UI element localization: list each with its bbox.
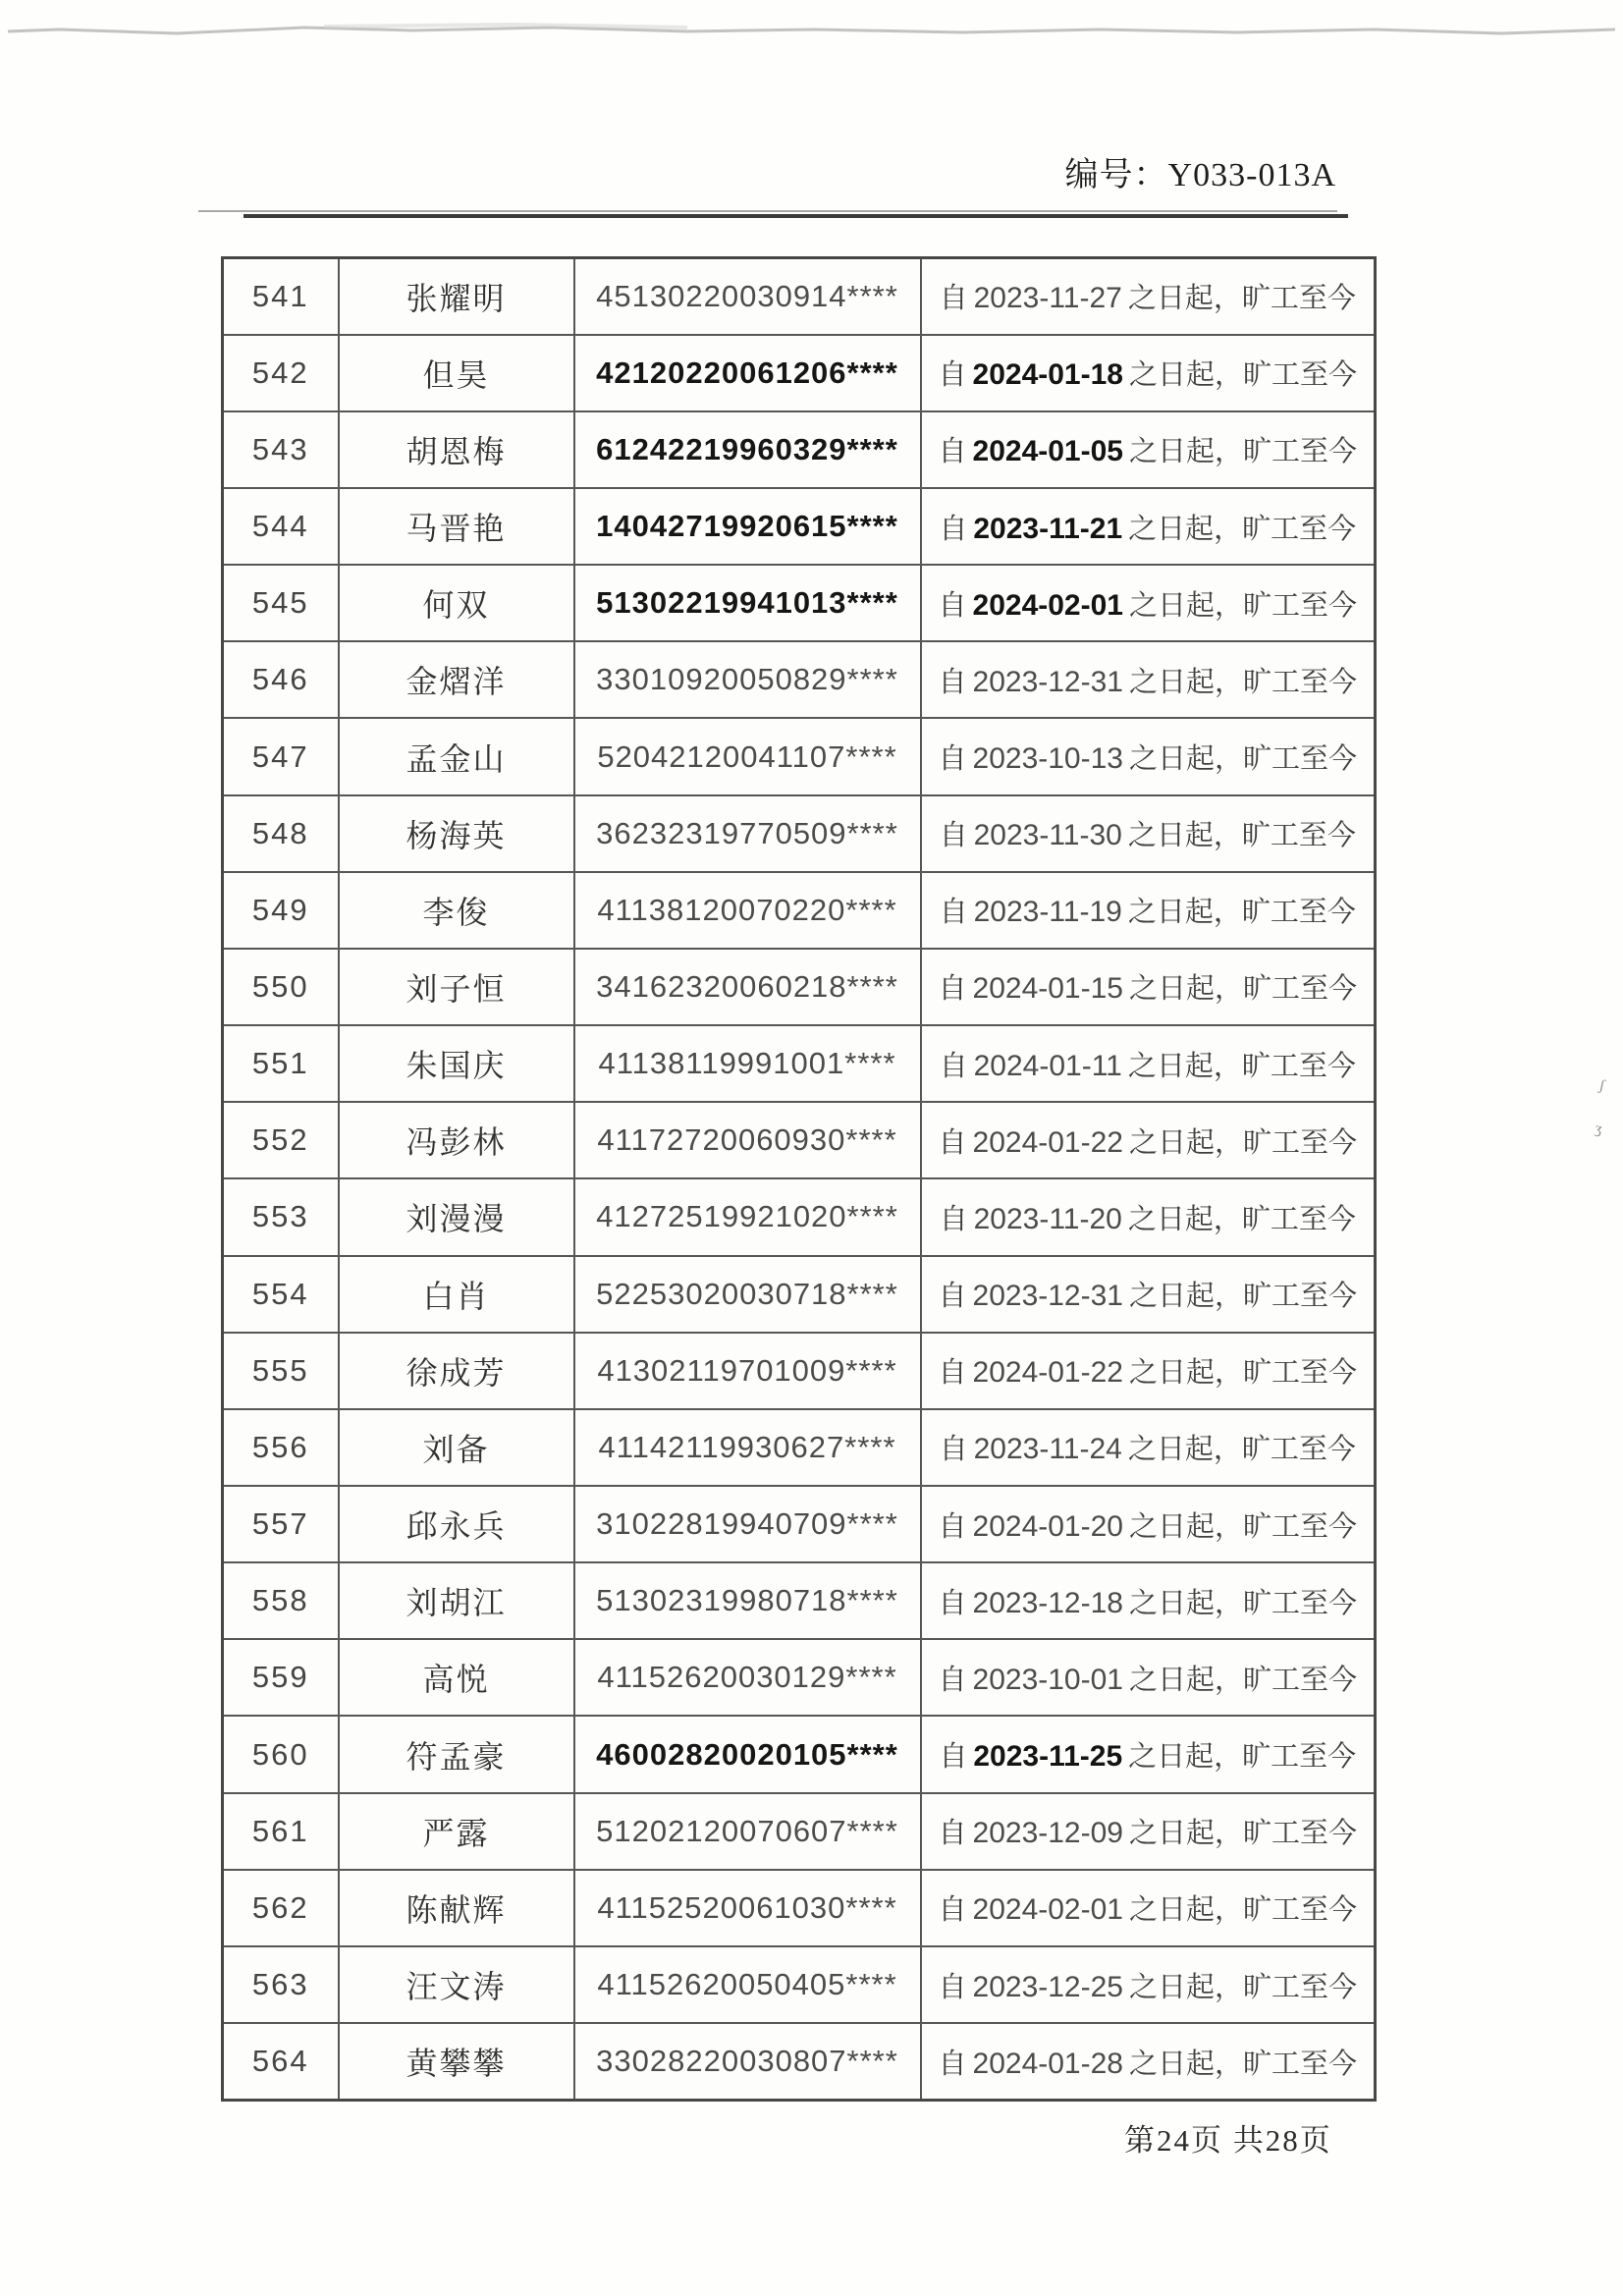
person-name: 白肖: [339, 1256, 574, 1333]
person-name: 杨海英: [339, 795, 574, 872]
date-prefix: 自: [938, 1281, 967, 1313]
person-name: 何双: [339, 565, 574, 641]
ink-speck: ᶾ: [1592, 1117, 1604, 1147]
id-number-masked: 41302119701009****: [574, 1333, 921, 1409]
date-suffix: 之日起，旷工至今: [1127, 283, 1356, 315]
row-number: 543: [223, 411, 339, 488]
table-row: [223, 641, 1376, 718]
id-number-masked: 42120220061206****: [574, 335, 921, 411]
table-row: [223, 1870, 1376, 1946]
absence-statement: [921, 1793, 1376, 1870]
person-name: 陈献辉: [339, 1870, 574, 1946]
absence-statement: [921, 718, 1376, 794]
date-prefix: 自: [939, 1434, 968, 1466]
date-prefix: 自: [938, 1587, 967, 1619]
absence-statement: [921, 258, 1376, 335]
row-number: 562: [223, 1870, 339, 1946]
absence-statement: [921, 488, 1376, 565]
person-name: 高悦: [339, 1639, 574, 1716]
date-prefix: 自: [938, 2048, 967, 2080]
table-row: [223, 2023, 1376, 2100]
absence-statement: [921, 1333, 1376, 1409]
absence-start-date: 2024-01-18: [972, 358, 1123, 392]
id-number-masked: 34162320060218****: [574, 949, 921, 1025]
row-number: 560: [223, 1716, 339, 1792]
row-number: 541: [223, 258, 339, 335]
absence-statement: [921, 1946, 1376, 2023]
absence-start-date: 2024-02-01: [972, 588, 1123, 622]
absence-statement: [921, 2023, 1376, 2100]
id-number-masked: 41138120070220****: [574, 872, 921, 949]
id-number-masked: 14042719920615****: [574, 488, 921, 565]
absence-statement: [921, 565, 1376, 641]
date-suffix: 之日起，旷工至今: [1128, 2048, 1357, 2080]
table-row: [223, 488, 1376, 565]
date-suffix: 之日起，旷工至今: [1128, 589, 1357, 622]
date-prefix: 自: [939, 820, 968, 852]
table-row: [223, 1946, 1376, 2023]
date-suffix: 之日起，旷工至今: [1127, 1203, 1356, 1235]
id-number-masked: 41138119991001****: [574, 1025, 921, 1102]
table-row: [223, 411, 1376, 488]
header-rule-thick: [243, 214, 1348, 218]
date-suffix: 之日起，旷工至今: [1127, 897, 1356, 929]
date-prefix: 自: [939, 1203, 968, 1235]
date-prefix: 自: [938, 1818, 967, 1850]
table-row: [223, 718, 1376, 794]
table-row: [223, 1256, 1376, 1333]
person-name: 但昊: [339, 335, 574, 411]
date-suffix: 之日起，旷工至今: [1127, 820, 1356, 852]
date-suffix: 之日起，旷工至今: [1128, 359, 1357, 392]
row-number: 561: [223, 1793, 339, 1870]
table-row: [223, 949, 1376, 1025]
person-name: 孟金山: [339, 718, 574, 794]
person-name: 张耀明: [339, 258, 574, 335]
date-prefix: 自: [938, 666, 967, 698]
date-prefix: 自: [938, 1126, 967, 1159]
date-suffix: 之日起，旷工至今: [1128, 1126, 1357, 1159]
absence-statement: [921, 872, 1376, 949]
absence-start-date: 2024-02-01: [972, 1893, 1123, 1927]
person-name: 刘胡江: [339, 1562, 574, 1639]
id-number-masked: 52253020030718****: [574, 1256, 921, 1333]
absence-start-date: 2023-11-30: [973, 819, 1122, 852]
row-number: 548: [223, 795, 339, 872]
id-number-masked: 41152620030129****: [574, 1639, 921, 1716]
absence-start-date: 2023-11-19: [973, 896, 1122, 929]
date-prefix: 自: [938, 1510, 967, 1543]
date-prefix: 自: [938, 359, 967, 392]
absence-start-date: 2023-12-25: [972, 1970, 1123, 2003]
date-suffix: 之日起，旷工至今: [1128, 1281, 1357, 1313]
row-number: 550: [223, 949, 339, 1025]
date-prefix: 自: [938, 743, 967, 776]
absence-statement: [921, 1562, 1376, 1639]
absence-start-date: 2023-11-20: [973, 1202, 1122, 1235]
date-suffix: 之日起，旷工至今: [1128, 1894, 1357, 1927]
date-prefix: 自: [939, 513, 968, 545]
header-rule-thin: [198, 210, 1337, 212]
absence-start-date: 2023-12-31: [972, 1280, 1123, 1313]
absence-statement: [921, 335, 1376, 411]
absence-statement: [921, 949, 1376, 1025]
absence-statement: [921, 1409, 1376, 1486]
id-number-masked: 45130220030914****: [574, 258, 921, 335]
absence-statement: [921, 1486, 1376, 1562]
absence-statement: [921, 795, 1376, 872]
date-prefix: 自: [938, 1894, 967, 1927]
row-number: 559: [223, 1639, 339, 1716]
table-row: [223, 1025, 1376, 1102]
date-suffix: 之日起，旷工至今: [1127, 1050, 1356, 1082]
person-name: 马晋艳: [339, 488, 574, 565]
id-number-masked: 36232319770509****: [574, 795, 921, 872]
table-row: [223, 1102, 1376, 1178]
id-number-masked: 61242219960329****: [574, 411, 921, 488]
person-name: 李俊: [339, 872, 574, 949]
id-number-masked: 33010920050829****: [574, 641, 921, 718]
id-number-masked: 51302319980718****: [574, 1562, 921, 1639]
id-number-masked: 41272519921020****: [574, 1178, 921, 1255]
absence-statement: [921, 1025, 1376, 1102]
person-name: 刘备: [339, 1409, 574, 1486]
person-name: 刘漫漫: [339, 1178, 574, 1255]
table-row: [223, 1793, 1376, 1870]
absence-statement: [921, 1256, 1376, 1333]
date-prefix: 自: [939, 1050, 968, 1082]
person-name: 黄攀攀: [339, 2023, 574, 2100]
absence-start-date: 2024-01-28: [972, 2047, 1123, 2080]
absence-start-date: 2023-12-18: [972, 1586, 1123, 1619]
date-suffix: 之日起，旷工至今: [1128, 1664, 1357, 1696]
person-name: 邱永兵: [339, 1486, 574, 1562]
date-suffix: 之日起，旷工至今: [1128, 1587, 1357, 1619]
page-number-footer: 第24页 共28页: [1124, 2123, 1332, 2158]
row-number: 546: [223, 641, 339, 718]
table-row: [223, 1409, 1376, 1486]
date-suffix: 之日起，旷工至今: [1128, 973, 1357, 1006]
table-row: [223, 1178, 1376, 1255]
id-number-masked: 31022819940709****: [574, 1486, 921, 1562]
date-suffix: 之日起，旷工至今: [1128, 743, 1357, 776]
table-row: [223, 1333, 1376, 1409]
table-row: [223, 258, 1376, 335]
person-name: 金熠洋: [339, 641, 574, 718]
row-number: 542: [223, 335, 339, 411]
id-number-masked: 51202120070607****: [574, 1793, 921, 1870]
row-number: 545: [223, 565, 339, 641]
absence-start-date: 2023-11-27: [973, 282, 1122, 315]
date-suffix: 之日起，旷工至今: [1128, 436, 1357, 468]
absence-roster-table: [221, 256, 1377, 2102]
row-number: 563: [223, 1946, 339, 2023]
date-suffix: 之日起，旷工至今: [1128, 1510, 1357, 1543]
person-name: 朱国庆: [339, 1025, 574, 1102]
id-number-masked: 51302219941013****: [574, 565, 921, 641]
absence-start-date: 2024-01-22: [972, 1125, 1123, 1159]
person-name: 徐成芳: [339, 1333, 574, 1409]
scan-edge-artifact: [0, 0, 1623, 69]
document-number-label: 编号：Y033-013A: [1064, 157, 1336, 193]
absence-statement: [921, 1102, 1376, 1178]
id-number-masked: 41142119930627****: [574, 1409, 921, 1486]
row-number: 544: [223, 488, 339, 565]
absence-statement: [921, 641, 1376, 718]
row-number: 547: [223, 718, 339, 794]
absence-start-date: 2024-01-20: [972, 1509, 1123, 1543]
id-number-masked: 33028220030807****: [574, 2023, 921, 2100]
absence-start-date: 2023-11-24: [973, 1433, 1122, 1466]
absence-statement: [921, 1870, 1376, 1946]
absence-start-date: 2023-11-25: [973, 1740, 1123, 1774]
date-suffix: 之日起，旷工至今: [1128, 1741, 1357, 1774]
date-suffix: 之日起，旷工至今: [1128, 1357, 1357, 1390]
table-row: [223, 872, 1376, 949]
row-number: 551: [223, 1025, 339, 1102]
row-number: 553: [223, 1178, 339, 1255]
person-name: 符孟豪: [339, 1716, 574, 1792]
date-prefix: 自: [938, 973, 967, 1006]
absence-start-date: 2023-10-01: [972, 1663, 1123, 1696]
row-number: 564: [223, 2023, 339, 2100]
id-number-masked: 41172720060930****: [574, 1102, 921, 1178]
date-suffix: 之日起，旷工至今: [1128, 666, 1357, 698]
id-number-masked: 52042120041107****: [574, 718, 921, 794]
date-prefix: 自: [939, 897, 968, 929]
date-suffix: 之日起，旷工至今: [1128, 1818, 1357, 1850]
absence-statement: [921, 1716, 1376, 1792]
absence-start-date: 2023-12-09: [972, 1817, 1123, 1850]
row-number: 554: [223, 1256, 339, 1333]
table-row: [223, 335, 1376, 411]
absence-start-date: 2023-12-31: [972, 665, 1123, 698]
date-prefix: 自: [939, 283, 968, 315]
date-prefix: 自: [938, 589, 967, 622]
table-row: [223, 565, 1376, 641]
row-number: 555: [223, 1333, 339, 1409]
date-prefix: 自: [939, 1741, 968, 1774]
table-row: [223, 1639, 1376, 1716]
absence-start-date: 2023-11-21: [973, 512, 1123, 545]
date-prefix: 自: [938, 1357, 967, 1390]
absence-statement: [921, 1178, 1376, 1255]
date-prefix: 自: [938, 436, 967, 468]
absence-statement: [921, 1639, 1376, 1716]
row-number: 549: [223, 872, 339, 949]
row-number: 556: [223, 1409, 339, 1486]
ink-speck: ᶴ: [1596, 1073, 1607, 1104]
absence-statement: [921, 411, 1376, 488]
id-number-masked: 41152520061030****: [574, 1870, 921, 1946]
absence-start-date: 2024-01-05: [972, 435, 1123, 468]
absence-start-date: 2024-01-11: [973, 1049, 1122, 1082]
person-name: 汪文涛: [339, 1946, 574, 2023]
date-suffix: 之日起，旷工至今: [1128, 513, 1357, 545]
absence-start-date: 2024-01-22: [972, 1356, 1123, 1390]
table-row: [223, 1716, 1376, 1792]
date-prefix: 自: [938, 1664, 967, 1696]
table-row: [223, 795, 1376, 872]
row-number: 557: [223, 1486, 339, 1562]
person-name: 刘子恒: [339, 949, 574, 1025]
person-name: 冯彭林: [339, 1102, 574, 1178]
date-suffix: 之日起，旷工至今: [1127, 1434, 1356, 1466]
person-name: 胡恩梅: [339, 411, 574, 488]
id-number-masked: 41152620050405****: [574, 1946, 921, 2023]
table-row: [223, 1562, 1376, 1639]
row-number: 552: [223, 1102, 339, 1178]
date-suffix: 之日起，旷工至今: [1128, 1971, 1357, 2003]
date-prefix: 自: [938, 1971, 967, 2003]
row-number: 558: [223, 1562, 339, 1639]
id-number-masked: 46002820020105****: [574, 1716, 921, 1792]
table-row: [223, 1486, 1376, 1562]
person-name: 严露: [339, 1793, 574, 1870]
absence-start-date: 2023-10-13: [972, 742, 1123, 776]
absence-start-date: 2024-01-15: [972, 972, 1123, 1006]
